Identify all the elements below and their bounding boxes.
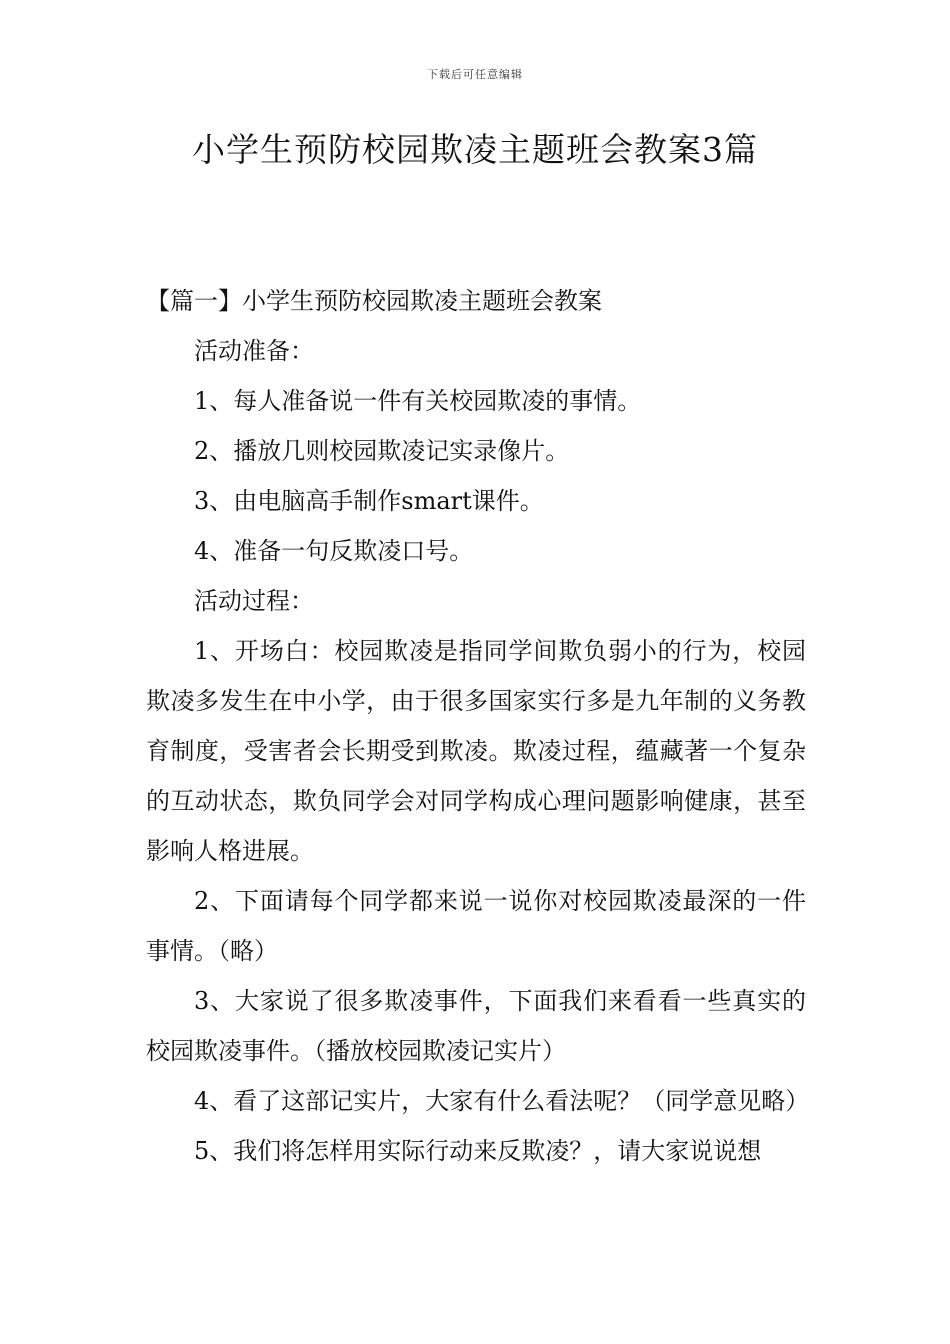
paragraph-process-step-4: 4、看了这部记实片，大家有什么看法呢？（同学意见略） <box>194 1087 810 1115</box>
paragraph-process-step-5: 5、我们将怎样用实际行动来反欺凌？，请大家说说想 <box>194 1137 762 1165</box>
header-note: 下载后可任意编辑 <box>427 68 523 81</box>
paragraph-prep-item-3: 3、由电脑高手制作smart课件。 <box>194 487 544 515</box>
section-heading: 【篇一】小学生预防校园欺凌主题班会教案 <box>146 287 602 315</box>
document-body <box>146 276 810 1176</box>
paragraph-process-step-1: 1、开场白：校园欺凌是指同学间欺负弱小的行为，校园欺凌多发生在中小学，由于很多国家实行多是九年制的义务教育制度，受害者会长期受到欺凌。欺凌过程，蕴藏著一个复杂的互动状态，欺负同学会对同学构成心理问题影响健康，甚至影响人格进展。 <box>146 637 806 865</box>
paragraph-process-step-3: 3、大家说了很多欺凌事件，下面我们来看看一些真实的校园欺凌事件。（播放校园欺凌记实片） <box>146 987 806 1065</box>
paragraph-prep-item-4: 4、准备一句反欺凌口号。 <box>194 537 474 565</box>
paragraph-activity-process: 活动过程： <box>194 587 314 615</box>
paragraph-activity-preparation: 活动准备： <box>194 337 314 365</box>
paragraph-prep-item-2: 2、播放几则校园欺凌记实录像片。 <box>194 437 570 465</box>
paragraph-process-step-2: 2、下面请每个同学都来说一说你对校园欺凌最深的一件事情。（略） <box>146 887 806 965</box>
document-title: 小学生预防校园欺凌主题班会教案3篇 <box>192 130 758 169</box>
paragraph-prep-item-1: 1、每人准备说一件有关校园欺凌的事情。 <box>194 387 642 415</box>
